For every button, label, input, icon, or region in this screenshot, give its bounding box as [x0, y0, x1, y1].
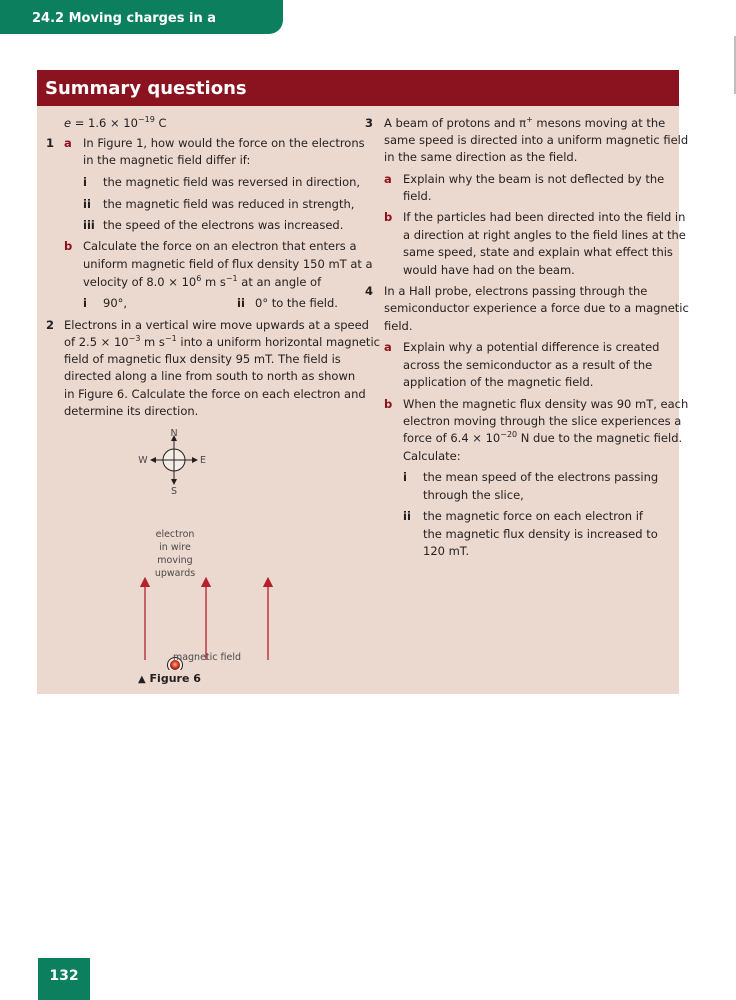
q1b-velocity-text: velocity of 8.0 × 10 — [83, 275, 197, 289]
q4b-ii-line: the magnetic flux density is increased to — [423, 527, 658, 541]
q3b-line: same speed, state and explain what effect this — [403, 245, 673, 259]
q1a-iii-text: the speed of the electrons was increased. — [103, 218, 344, 232]
constant-unit: C — [154, 116, 167, 130]
q4b-ii-line: 120 mT. — [423, 544, 470, 558]
electron-label — [147, 528, 203, 580]
constant-symbol: e — [64, 116, 72, 130]
q4b-line: electron moving through the slice experiences a — [403, 414, 682, 428]
q4b-force-tail: N due to the magnetic field. — [517, 431, 683, 445]
panel-title: Summary questions — [45, 78, 247, 99]
q4b-i-line: the mean speed of the electrons passing — [423, 470, 659, 484]
q4b-force-exponent: −20 — [500, 430, 518, 439]
q1b-i-label: i — [83, 296, 87, 310]
panel-header — [37, 70, 679, 106]
q2-line: Electrons in a vertical wire move upwards at a speed — [64, 318, 369, 332]
q1a-label: a — [64, 136, 72, 150]
q1b-line — [83, 274, 321, 292]
q4a-line: across the semiconductor as a result of the — [403, 358, 653, 372]
q1b-velocity-unit: m s — [201, 275, 226, 289]
electron-label-line: moving — [157, 555, 193, 566]
q2-line: determine its direction. — [64, 404, 199, 418]
q1a-line: in the magnetic field differ if: — [83, 153, 251, 167]
q4a-label: a — [384, 340, 392, 354]
q3b-label: b — [384, 210, 393, 224]
q2-speed-exponent: −3 — [128, 334, 141, 343]
q2-speed-text: of 2.5 × 10 — [64, 335, 129, 349]
electron-label-line: electron — [155, 529, 195, 540]
q1a-iii-label: iii — [83, 218, 95, 232]
q3-line: same speed is directed into a uniform magnetic field — [384, 133, 689, 147]
q1a-ii-text: the magnetic field was reduced in strength, — [103, 197, 355, 211]
q2-line: in Figure 6. Calculate the force on each electron and — [64, 387, 366, 401]
q3b-line: a direction at right angles to the field lines at the — [403, 228, 686, 242]
q4b-ii-line: the magnetic force on each electron if — [423, 509, 643, 523]
q4b-line — [403, 430, 682, 448]
section-header-tab — [0, 0, 283, 64]
q3-line1-text: A beam of protons and π — [384, 116, 527, 130]
q3a-label: a — [384, 172, 392, 186]
caption-triangle-icon: ▲ — [138, 674, 146, 685]
q4a-line: Explain why a potential difference is created — [403, 340, 660, 354]
q3-meson-charge: + — [526, 115, 533, 124]
q4-line: field. — [384, 319, 413, 333]
q3b-line: would have had on the beam. — [403, 263, 575, 277]
magnetic-field-label: magnetic field — [172, 652, 242, 663]
q1a-ii-label: ii — [83, 197, 91, 211]
q1b-velocity-exponent: 6 — [196, 274, 202, 283]
page-number-text: 132 — [49, 968, 79, 984]
q2-unit-exponent: −1 — [164, 334, 177, 343]
figure-6-caption-text: Figure 6 — [149, 672, 201, 685]
q3-line1-tail: mesons moving at the — [532, 116, 666, 130]
question-1-number: 1 — [46, 136, 55, 150]
q1b-ii-text: 0° to the field. — [255, 296, 338, 310]
page-number — [38, 958, 90, 1000]
constant-exponent: −19 — [137, 115, 155, 124]
q2-line: field of magnetic flux density 95 mT. The field is — [64, 352, 341, 366]
q1a-i-label: i — [83, 175, 87, 189]
q4b-line: Calculate: — [403, 449, 461, 463]
electron-charge-constant — [64, 115, 166, 133]
q3a-line: Explain why the beam is not deflected by the — [403, 172, 665, 186]
q3-line: in the same direction as the field. — [384, 150, 578, 164]
compass-south-label: S — [170, 486, 178, 497]
q4b-i-label: i — [403, 470, 407, 484]
constant-value: = 1.6 × 10 — [71, 116, 138, 130]
electron-label-line: upwards — [154, 568, 196, 579]
q2-line — [64, 334, 380, 352]
compass-west-label: W — [138, 455, 148, 466]
section-title: 24.2 Moving charges in a magnetic field — [32, 11, 217, 64]
q1b-label: b — [64, 239, 73, 253]
compass-north-label: N — [170, 428, 178, 439]
q3-line — [384, 115, 665, 133]
summary-questions-panel — [37, 70, 689, 694]
q3b-line: If the particles had been directed into the field in — [403, 210, 686, 224]
q1a-line: In Figure 1, how would the force on the electrons — [83, 136, 365, 150]
q2-speed-tail: into a uniform horizontal magnetic — [176, 335, 380, 349]
figure-6-caption — [138, 671, 201, 688]
question-3-number: 3 — [365, 116, 374, 130]
q4b-line: When the magnetic flux density was 90 mT, each — [403, 397, 689, 411]
q1b-line: Calculate the force on an electron that enters a — [83, 239, 357, 253]
q1b-velocity-tail: at an angle of — [237, 275, 322, 289]
q4b-label: b — [384, 397, 393, 411]
electron-label-line: in wire — [159, 542, 191, 553]
q1b-ii-label: ii — [237, 296, 245, 310]
compass-east-label: E — [199, 455, 206, 466]
q3a-line: field. — [403, 189, 432, 203]
q4b-ii-label: ii — [403, 509, 411, 523]
q1a-i-text: the magnetic field was reversed in direction, — [103, 175, 361, 189]
q4-line: In a Hall probe, electrons passing through the — [384, 284, 648, 298]
q4a-line: application of the magnetic field. — [403, 375, 594, 389]
q4b-force-text: force of 6.4 × 10 — [403, 431, 501, 445]
q4b-i-line: through the slice, — [423, 488, 524, 502]
q2-line: directed along a line from south to north as shown — [64, 369, 356, 383]
q1b-unit-exponent: −1 — [225, 274, 238, 283]
q2-speed-unit: m s — [140, 335, 165, 349]
question-4-number: 4 — [365, 284, 374, 298]
q1b-line: uniform magnetic field of flux density 150 mT at a — [83, 257, 373, 271]
question-2-number: 2 — [46, 318, 55, 332]
compass-rose — [151, 436, 197, 484]
q1b-i-text: 90°, — [103, 296, 128, 310]
q4-line: semiconductor experience a force due to a magnetic — [384, 301, 689, 315]
